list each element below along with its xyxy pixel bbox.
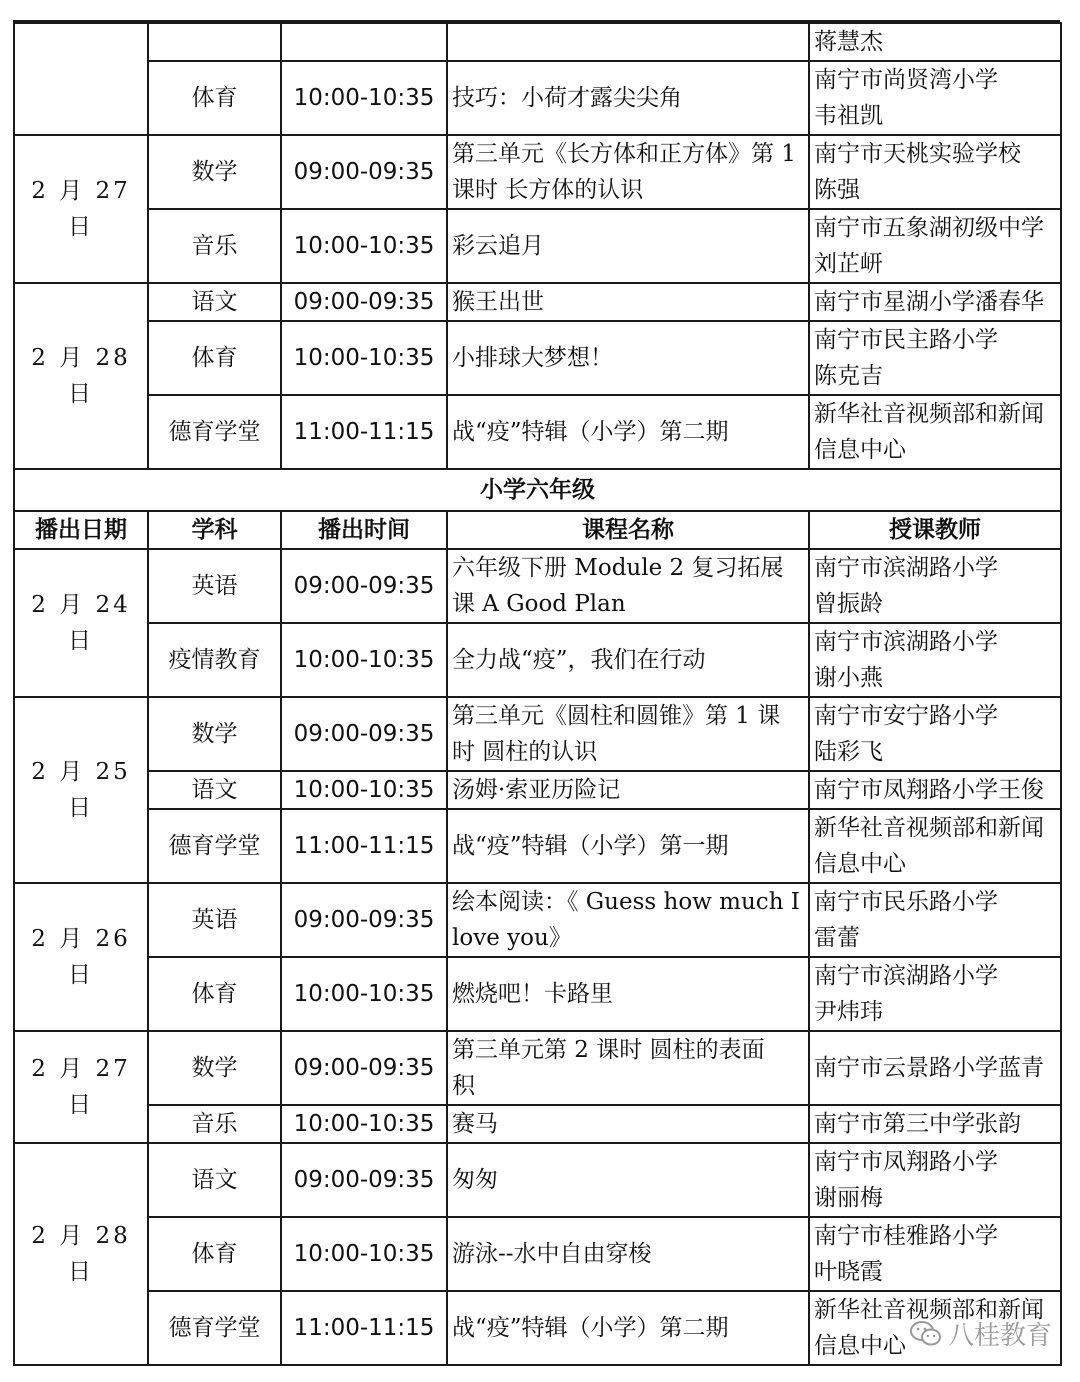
- section-title-row: [14, 469, 1061, 511]
- teacher-cell-line: 南宁市云景路小学蓝青: [814, 1055, 1044, 1081]
- teacher-cell-line: 信息中心: [814, 1333, 906, 1359]
- table-row: [14, 623, 1061, 697]
- teacher-cell-line: 新华社音视频部和新闻: [814, 815, 1044, 841]
- time-cell: 10:00-10:35: [281, 771, 447, 809]
- subject-cell: [148, 23, 281, 61]
- subject-cell: 语文: [148, 1143, 281, 1217]
- column-header: 授课教师: [809, 511, 1061, 549]
- subject-cell: 德育学堂: [148, 395, 281, 469]
- teacher-cell: [809, 23, 1061, 61]
- broadcast-date: 2 月 27 日: [14, 1031, 148, 1143]
- teacher-cell-line: 陈克吉: [814, 363, 883, 389]
- course-name: [447, 549, 809, 623]
- watermark: [910, 1315, 1052, 1352]
- course-name-line: love you》: [452, 925, 572, 951]
- table-row: [14, 1105, 1061, 1143]
- teacher-cell-line: 韦祖凯: [814, 103, 883, 129]
- teacher-cell: [809, 623, 1061, 697]
- broadcast-schedule-table: [13, 22, 1062, 1366]
- teacher-cell: [809, 1105, 1061, 1143]
- course-name: [447, 321, 809, 395]
- time-cell: 09:00-09:35: [281, 697, 447, 771]
- table-row: [14, 23, 1061, 61]
- course-name: [447, 623, 809, 697]
- teacher-cell-line: 南宁市桂雅路小学: [814, 1223, 998, 1249]
- course-name: [447, 135, 809, 209]
- table-row: [14, 321, 1061, 395]
- teacher-cell-line: 信息中心: [814, 851, 906, 877]
- wechat-icon: [910, 1320, 942, 1348]
- broadcast-date: 2 月 25 日: [14, 697, 148, 883]
- teacher-cell: [809, 771, 1061, 809]
- teacher-cell-line: 新华社音视频部和新闻: [814, 401, 1044, 427]
- time-cell: 11:00-11:15: [281, 1291, 447, 1365]
- teacher-cell-line: 尹炜玮: [814, 999, 883, 1025]
- time-cell: 11:00-11:15: [281, 809, 447, 883]
- column-header: 播出日期: [14, 511, 148, 549]
- subject-cell: 数学: [148, 697, 281, 771]
- course-name: [447, 771, 809, 809]
- course-name: [447, 283, 809, 321]
- teacher-cell: [809, 1031, 1061, 1105]
- course-name: [447, 209, 809, 283]
- table-row: [14, 1143, 1061, 1217]
- broadcast-date: 2 月 28 日: [14, 283, 148, 469]
- teacher-cell-line: 谢丽梅: [814, 1185, 883, 1211]
- table-row: [14, 957, 1061, 1031]
- header-row: [14, 511, 1061, 549]
- time-cell: 10:00-10:35: [281, 61, 447, 135]
- broadcast-date: 2 月 28 日: [14, 1143, 148, 1365]
- subject-cell: 德育学堂: [148, 809, 281, 883]
- teacher-cell-line: 信息中心: [814, 437, 906, 463]
- teacher-cell-line: 南宁市五象湖初级中学: [814, 215, 1044, 241]
- course-name-line: 课 A Good Plan: [452, 591, 626, 617]
- teacher-cell-line: 蒋慧杰: [814, 29, 883, 55]
- teacher-cell-line: 南宁市凤翔路小学: [814, 1149, 998, 1175]
- table-row: [14, 135, 1061, 209]
- course-name: [447, 957, 809, 1031]
- course-name-line: 匆匆: [452, 1167, 498, 1193]
- teacher-cell-line: 新华社音视频部和新闻: [814, 1297, 1044, 1323]
- time-cell: 10:00-10:35: [281, 957, 447, 1031]
- watermark-text: 八桂教育: [947, 1321, 1052, 1351]
- time-cell: [281, 23, 447, 61]
- teacher-cell: [809, 883, 1061, 957]
- teacher-cell-line: 南宁市星湖小学潘春华: [814, 289, 1044, 315]
- subject-cell: 体育: [148, 957, 281, 1031]
- teacher-cell-line: 南宁市第三中学张韵: [814, 1111, 1021, 1137]
- course-name-line: 六年级下册 Module 2 复习拓展: [452, 555, 784, 581]
- time-cell: 09:00-09:35: [281, 883, 447, 957]
- teacher-cell: [809, 549, 1061, 623]
- course-name-line: 汤姆·索亚历险记: [452, 777, 621, 803]
- course-name-line: 积: [452, 1073, 475, 1099]
- teacher-cell: [809, 957, 1061, 1031]
- course-name: [447, 809, 809, 883]
- teacher-cell-line: 陈强: [814, 177, 860, 203]
- subject-cell: 疫情教育: [148, 623, 281, 697]
- course-name-line: 燃烧吧！卡路里: [452, 981, 613, 1007]
- course-name: [447, 1291, 809, 1365]
- teacher-cell: [809, 395, 1061, 469]
- course-name: [447, 23, 809, 61]
- teacher-cell: [809, 61, 1061, 135]
- teacher-cell: [809, 809, 1061, 883]
- teacher-cell: [809, 135, 1061, 209]
- teacher-cell-line: 谢小燕: [814, 665, 883, 691]
- course-name: [447, 1031, 809, 1105]
- teacher-cell-line: 刘芷岍: [814, 251, 883, 277]
- table-row: [14, 697, 1061, 771]
- course-name-line: 游泳--水中自由穿梭: [452, 1241, 652, 1267]
- table-row: [14, 771, 1061, 809]
- teacher-cell-line: 南宁市滨湖路小学: [814, 629, 998, 655]
- broadcast-date: [14, 23, 148, 135]
- time-cell: 10:00-10:35: [281, 209, 447, 283]
- table-row: [14, 809, 1061, 883]
- course-name: [447, 61, 809, 135]
- subject-cell: 英语: [148, 549, 281, 623]
- broadcast-date: 2 月 24 日: [14, 549, 148, 697]
- teacher-cell: [809, 209, 1061, 283]
- table-row: [14, 1291, 1061, 1365]
- teacher-cell: [809, 697, 1061, 771]
- table-row: [14, 883, 1061, 957]
- teacher-cell: [809, 283, 1061, 321]
- course-name-line: 小排球大梦想！: [452, 345, 613, 371]
- teacher-cell-line: 南宁市安宁路小学: [814, 703, 998, 729]
- teacher-cell-line: 南宁市民主路小学: [814, 327, 998, 353]
- course-name: [447, 1217, 809, 1291]
- course-name-line: 时 圆柱的认识: [452, 739, 598, 765]
- course-name-line: 全力战“疫”，我们在行动: [452, 647, 706, 673]
- subject-cell: 语文: [148, 771, 281, 809]
- time-cell: 11:00-11:15: [281, 395, 447, 469]
- subject-cell: 音乐: [148, 209, 281, 283]
- teacher-cell: [809, 1217, 1061, 1291]
- time-cell: 09:00-09:35: [281, 1143, 447, 1217]
- table-row: [14, 209, 1061, 283]
- section-title: 小学六年级: [14, 469, 1061, 511]
- teacher-cell-line: 陆彩飞: [814, 739, 883, 765]
- course-name-line: 技巧：小荷才露尖尖角: [452, 85, 682, 111]
- time-cell: 09:00-09:35: [281, 1031, 447, 1105]
- time-cell: 10:00-10:35: [281, 321, 447, 395]
- subject-cell: 德育学堂: [148, 1291, 281, 1365]
- course-name-line: 猴王出世: [452, 289, 544, 315]
- time-cell: 09:00-09:35: [281, 549, 447, 623]
- broadcast-date: 2 月 27 日: [14, 135, 148, 283]
- teacher-cell: [809, 1143, 1061, 1217]
- course-name-line: 第三单元《圆柱和圆锥》第 1 课: [452, 703, 781, 729]
- course-name-line: 赛马: [452, 1111, 498, 1137]
- table-row: [14, 283, 1061, 321]
- column-header: 播出时间: [281, 511, 447, 549]
- table-row: [14, 1217, 1061, 1291]
- subject-cell: 数学: [148, 1031, 281, 1105]
- teacher-cell-line: 曾振龄: [814, 591, 883, 617]
- subject-cell: 语文: [148, 283, 281, 321]
- course-name-line: 第三单元第 2 课时 圆柱的表面: [452, 1037, 765, 1063]
- teacher-cell-line: 南宁市民乐路小学: [814, 889, 998, 915]
- course-name-line: 第三单元《长方体和正方体》第 1: [452, 141, 796, 167]
- teacher-cell-line: 南宁市滨湖路小学: [814, 963, 998, 989]
- subject-cell: 音乐: [148, 1105, 281, 1143]
- column-header: 课程名称: [447, 511, 809, 549]
- subject-cell: 体育: [148, 321, 281, 395]
- course-name-line: 课时 长方体的认识: [452, 177, 644, 203]
- time-cell: 09:00-09:35: [281, 283, 447, 321]
- time-cell: 09:00-09:35: [281, 135, 447, 209]
- time-cell: 10:00-10:35: [281, 1217, 447, 1291]
- column-header: 学科: [148, 511, 281, 549]
- teacher-cell: [809, 321, 1061, 395]
- table-row: [14, 61, 1061, 135]
- subject-cell: 体育: [148, 61, 281, 135]
- subject-cell: 英语: [148, 883, 281, 957]
- course-name-line: 战“疫”特辑（小学）第二期: [452, 419, 729, 445]
- course-name: [447, 1105, 809, 1143]
- subject-cell: 体育: [148, 1217, 281, 1291]
- course-name-line: 战“疫”特辑（小学）第二期: [452, 1315, 729, 1341]
- broadcast-date: 2 月 26 日: [14, 883, 148, 1031]
- course-name-line: 彩云追月: [452, 233, 544, 259]
- table-row: [14, 1031, 1061, 1105]
- time-cell: 10:00-10:35: [281, 623, 447, 697]
- course-name-line: 绘本阅读：《 Guess how much I: [452, 889, 800, 915]
- course-name-line: 战“疫”特辑（小学）第一期: [452, 833, 729, 859]
- teacher-cell-line: 南宁市凤翔路小学王俊: [814, 777, 1044, 803]
- teacher-cell-line: 叶晓霞: [814, 1259, 883, 1285]
- teacher-cell-line: 南宁市尚贤湾小学: [814, 67, 998, 93]
- course-name: [447, 395, 809, 469]
- teacher-cell-line: 雷蕾: [814, 925, 860, 951]
- subject-cell: 数学: [148, 135, 281, 209]
- time-cell: 10:00-10:35: [281, 1105, 447, 1143]
- course-name: [447, 697, 809, 771]
- course-name: [447, 883, 809, 957]
- table-row: [14, 395, 1061, 469]
- table-row: [14, 549, 1061, 623]
- course-name: [447, 1143, 809, 1217]
- teacher-cell-line: 南宁市滨湖路小学: [814, 555, 998, 581]
- teacher-cell-line: 南宁市天桃实验学校: [814, 141, 1021, 167]
